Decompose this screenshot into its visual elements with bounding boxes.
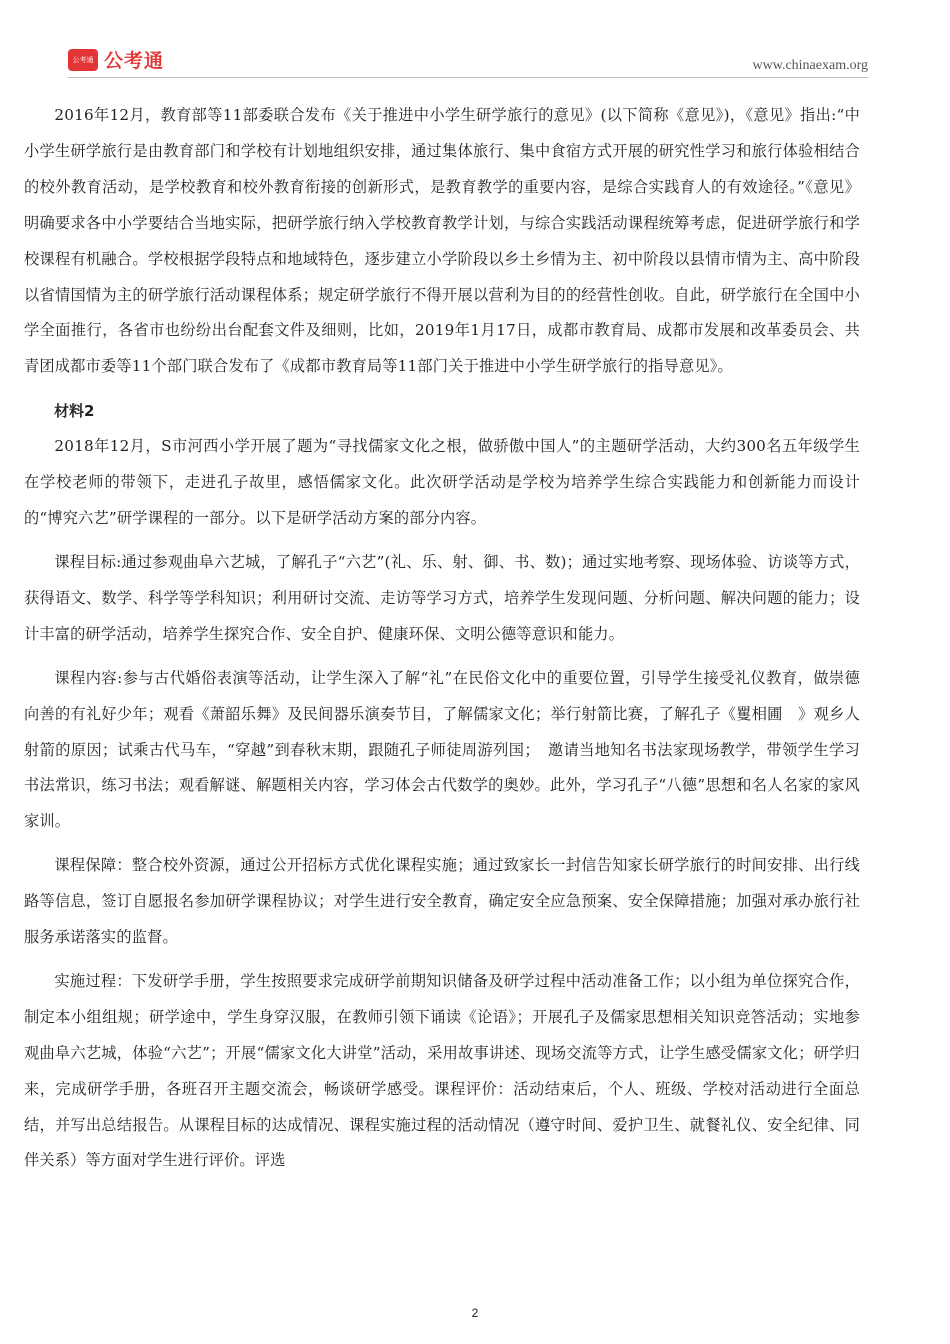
brand-logo [68,46,164,73]
paragraph-implementation: 实施过程：下发研学手册，学生按照要求完成研学前期知识储备及研学过程中活动准备工作；以小组为单位探究合作，制定本小组组规；研学途中，学生身穿汉服，在教师引领下诵读《论语》；开展孔子及儒家思想相关知识竞答活动；实地参观曲阜六艺城，体验“六艺”；开展“儒家文化大讲堂”活动，采用故事讲述、现场交流等方式，让学生感受儒家文化；研学归来，完成研学手册，各班召开主题交流会，畅谈研学感受。课程评价：活动结束后，个人、班级、学校对活动进行全面总结，并写出总结报告。从课程目标的达成情况、课程实施过程的活动情况（遵守时间、爱护卫生、就餐礼仪、安全纪律、同伴关系）等方面对学生进行评价。评选 [24,971,860,1170]
paragraph-course-goals: 课程目标:通过参观曲阜六艺城，了解孔子“六艺”(礼、乐、射、御、书、数)；通过实地考察、现场体验、访谈等方式，获得语文、数学、科学等学科知识；利用研讨交流、走访等学习方式，培养学生发现问题、分析问题、解决问题的能力；设计丰富的研学活动，培养学生探究合作、安全自护、健康环保、文明公德等意识和能力。 [24,552,860,643]
paragraph-policy: 2016年12月，教育部等11部委联合发布《关于推进中小学生研学旅行的意见》(以下简称《意见》)，《意见》指出:“中小学生研学旅行是由教育部门和学校有计划地组织安排，通过集体旅行、集中食宿方式开展的研究性学习和旅行体验相结合的校外教育活动，是学校教育和校外教育衔接的创新形式，是教育教学的重要内容，是综合实践育人的有效途径。”《意见》明确要求各中小学要结合当地实际，把研学旅行纳入学校教育教学计划，与综合实践活动课程统筹考虑，促进研学旅行和学校课程有机融合。学校根据学段特点和地域特色，逐步建立小学阶段以乡土乡情为主、初中阶段以县情市情为主、高中阶段以省情国情为主的研学旅行活动课程体系；规定研学旅行不得开展以营利为目的的经营性创收。自此，研学旅行在全国中小学全面推行，各省市也纷纷出台配套文件及细则，比如，2019年1月17日，成都市教育局、成都市发展和改革委员会、共青团成都市委等11个部门联合发布了《成都市教育局等11部门关于推进中小学生研学旅行的指导意见》。 [24,106,860,376]
header-divider [68,77,868,78]
page-header [0,0,950,80]
document-body [24,98,860,1187]
logo-text: 公考通 [104,50,165,72]
page-number: 2 [471,1306,479,1320]
paragraph-course-support: 课程保障：整合校外资源，通过公开招标方式优化课程实施；通过致家长一封信告知家长研学旅行的时间安排、出行线路等信息，签订自愿报名参加研学课程协议；对学生进行安全教育，确定安全应急预案、安全保障措施；加强对承办旅行社服务承诺落实的监督。 [24,856,860,947]
site-url: www.chinaexam.org [752,58,868,73]
paragraph-activity-intro: 2018年12月，S市河西小学开展了题为“寻找儒家文化之根，做骄傲中国人”的主题研学活动，大约300名五年级学生在学校老师的带领下，走进孔子故里，感悟儒家文化。此次研学活动是学校为培养学生综合实践能力和创新能力而设计的“博究六艺”研学课程的一部分。以下是研学活动方案的部分内容。 [24,437,860,528]
logo-badge-icon: 公考通 [68,49,98,71]
paragraph-course-content: 课程内容:参与古代婚俗表演等活动，让学生深入了解“礼”在民俗文化中的重要位置，引导学生接受礼仪教育，做崇德向善的有礼好少年；观看《萧韶乐舞》及民间器乐演奏节目，了解儒家文化；举行射箭比赛，了解孔子《矍相圃 》观乡人射箭的原因；试乘古代马车，“穿越”到春秋末期，跟随孔子师徒周游列国； 邀请当地知名书法家现场教学，带领学生学习书法常识，练习书法；观看解谜、解题相关内容，学习体会古代数学的奥妙。此外，学习孔子“八德”思想和名人名家的家风家训。 [24,668,860,831]
section-heading-material-2: 材料2 [54,402,95,421]
